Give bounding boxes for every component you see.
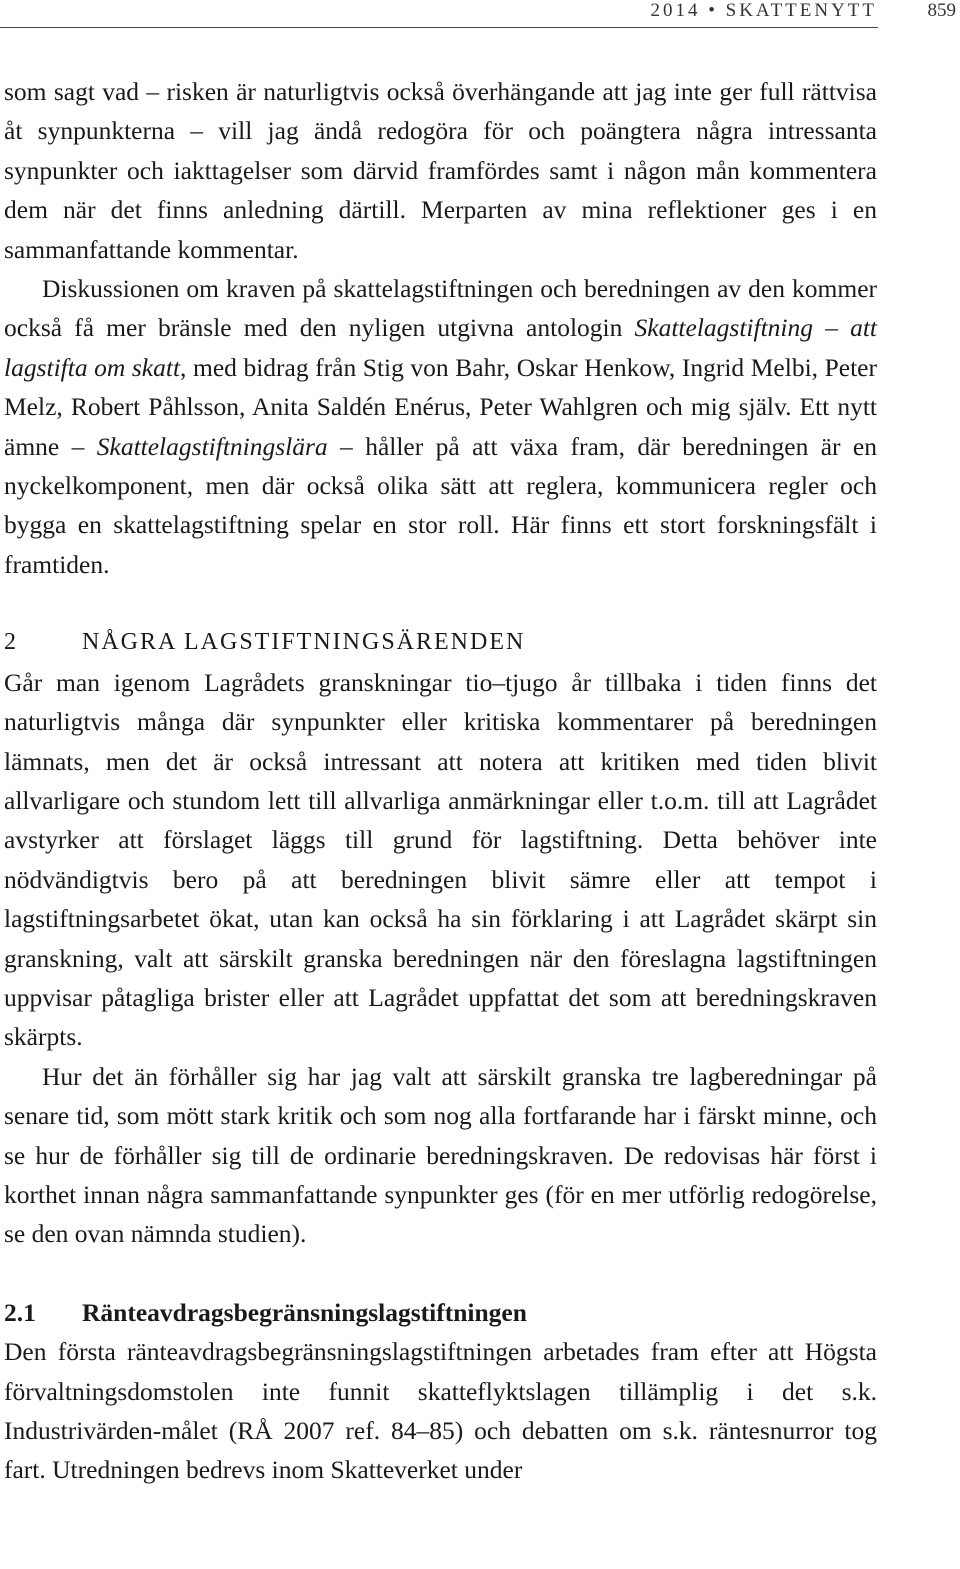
paragraph-3: Går man igenom Lagrådets granskningar tio–tjugo år tillbaka i tiden finns det naturligtvis många där synpunkter eller kritiska kommentarer på beredningen lämnats, men det är också intressant att notera att kritiken med tiden blivit allvarligare och stundom lett till allvarliga anmärkningar eller t.o.m. till att Lagrådet avstyrker att förslaget läggs till grund för lagstiftning. Detta behöver inte nödvändigtvis bero på att beredningen blivit sämre eller att tempot i lagstiftningsarbetet ökat, utan kan också ha sin förklaring i att Lagrådet skärpt sin granskning, valt att särskilt granska beredningen när den föreslagna lagstiftningen uppvisar påtagliga brister eller att Lagrådet uppfattat det som att beredningskraven skärpts.: [4, 667, 877, 1052]
anthology-title: Skattelagstiftning – att lagstifta om skatt: [4, 313, 877, 382]
page-number: 859: [927, 0, 956, 21]
page-header: [0, 0, 960, 30]
paragraph-2: [4, 269, 877, 584]
section-2-1-title: Ränteavdragsbegränsningslagstiftningen: [82, 1297, 527, 1327]
section-2-number: 2: [4, 629, 18, 656]
paragraph-1: som sagt vad – risken är naturligtvis också överhängande att jag inte ger full rättvisa åt synpunkterna – vill jag ändå redogöra för och poängtera några intressanta synpunkter och iakttagelser som därvid framfördes samt i någon mån kommentera dem när det finns anledning därtill. Merparten av mina reflektioner ges i en sammanfattande kommentar.: [4, 77, 877, 264]
paragraph-2-text-c: – håller på att växa fram, där beredningen är en nyckelkomponent, men där också olika sätt att reglera, kommunicera regler och bygga en skattelagstiftning spelar en stor roll. Här finns ett stort forskningsfält i framtiden.: [4, 431, 877, 579]
section-2-title: NÅGRA LAGSTIFTNINGSÄRENDEN: [82, 629, 526, 656]
section-2-1-heading: [4, 1293, 877, 1332]
running-head: 2014 • SKATTENYTT: [650, 0, 877, 21]
subject-name: Skattelagstiftningslära: [96, 431, 328, 461]
paragraph-2-text-b: , med bidrag från Stig von Bahr, Oskar Henkow, Ingrid Melbi, Peter Melz, Robert Påhlsson, Anita Saldén Enérus, Peter Wahlgren och mig själv. Ett nytt ämne –: [4, 352, 877, 461]
section-2-heading: [4, 623, 877, 662]
paragraph-5: Den första ränteavdragsbegränsningslagstiftningen arbetades fram efter att Högsta förvaltningsdomstolen inte funnit skatteflyktslagen tillämplig i det s.k. Industrivärden-målet (RÅ 2007 ref. 84–85) och debatten om s.k. räntesnurror tog fart. Utredningen bedrevs inom Skatteverket under: [4, 1337, 877, 1485]
header-rule: [0, 27, 878, 28]
page-body: [4, 72, 877, 1490]
paragraph-4: Hur det än förhåller sig har jag valt att särskilt granska tre lagberedningar på senare tid, som mött stark kritik och som nog alla fortfarande har i färskt minne, och se hur de förhåller sig till de ordinarie beredningskraven. De redovisas här först i korthet innan några sammanfattande synpunkter ges (för en mer utförlig redogörelse, se den ovan nämnda studien).: [4, 1061, 877, 1249]
section-2-1-number: 2.1: [4, 1297, 36, 1327]
paragraph-2-text-a: Diskussionen om kraven på skattelagstiftningen och beredningen av den kommer också få mer bränsle med den nyligen utgivna antologin: [4, 274, 877, 343]
